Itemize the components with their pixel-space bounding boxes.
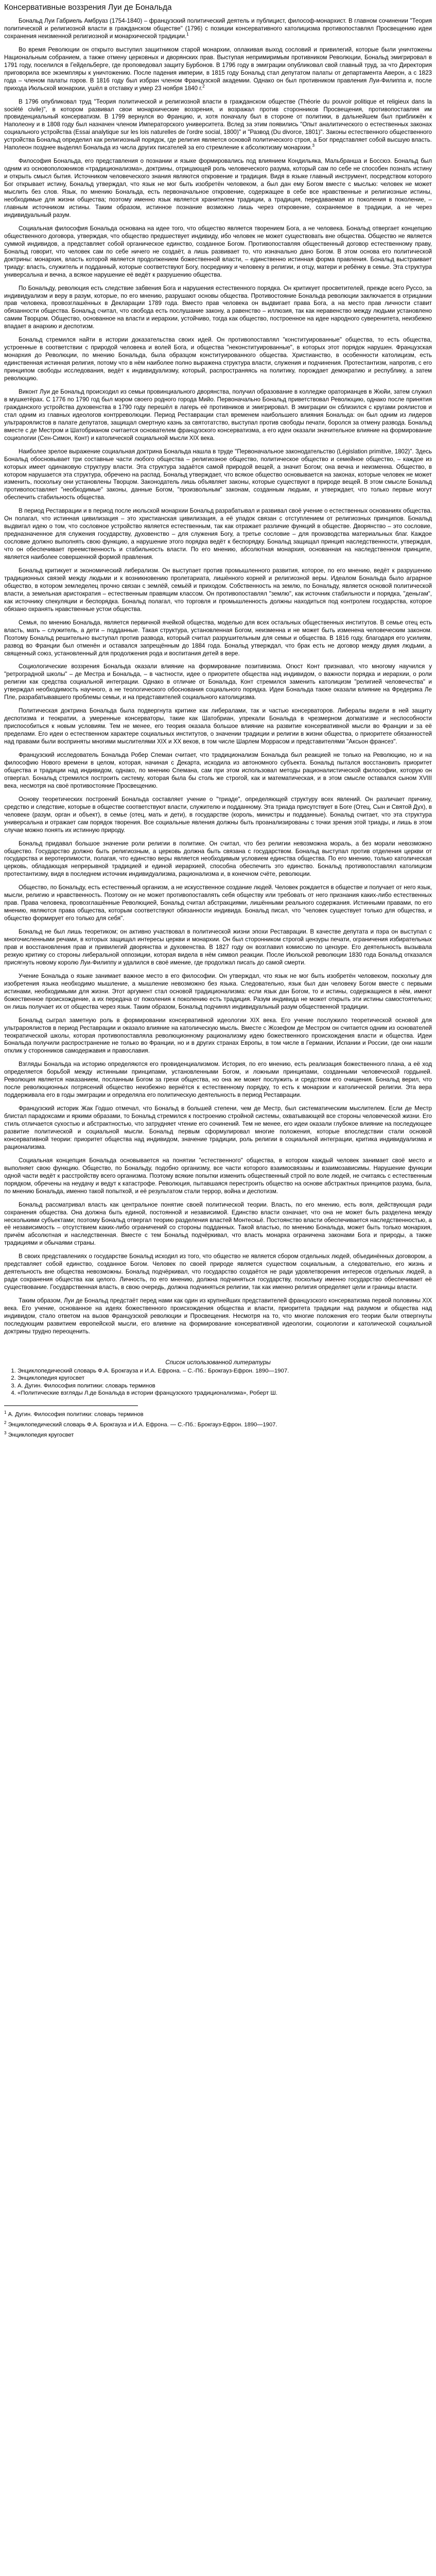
- paragraph: [4, 1061, 432, 1099]
- bibliography-item: 2. Энциклопедия кругосвет: [18, 1375, 432, 1382]
- paragraph-text: Социальная концепция Бональда основывается на понятии "естественного" общества, в котором каждый человек занимает своё место и выполняет свою функцию. Общество, по Бональду, подобно организму, все части которого взаимосвязаны и взаимозависимы. Нарушение функции одной части ведёт к расстройству всего организма. Поэтому всякие попытки изменить общественный строй по воле людей, не считаясь с естественным порядком, обречены на неудачу и ведут к катастрофе. Революция, пытавшаяся перестроить общество на основе абстрактных принципов разума, была, по мнению Бональда, именно такой попыткой, и её результатом стали террор, война и деспотизм.: [4, 1157, 432, 1195]
- paragraph: [4, 973, 432, 1011]
- paragraph-text: Учение Бональда о языке занимает важное место в его философии. Он утверждал, что язык не мог быть изобретён человеком, поскольку для изобретения языка необходимо мышление, а мышление невозможно без языка. Следовательно, язык был дан человеку Богом вместе с первыми истинами, необходимыми для жизни. Этот аргумент стал основой традиционализма: если язык дан Богом, то и истины, содержащиеся в нём, имеют божественное происхождение, а их передача от поколения к поколению есть традиция. Разум индивида не может открыть эти истины самостоятельно; он лишь получает их от общества через язык. Таким образом, Бональд подчинял индивидуальный разум общественной традиции.: [4, 972, 432, 1010]
- paragraph-text: Философия Бональда, его представления о познании и языке формировались под влиянием Кондильяка, Мальбранша и Боссюэ. Бональд был одним из основоположников «традиционализма», доктрины, отрицающей роль человеческого разума, который сам по себе не способен познать истину и открыть смысл бытия. Источником человеческого знания являются откровение и традиция. Видя в языке главный инструмент, посредством которого Бог открывает истину, Бональд утверждал, что язык не мог быть изобретён человеком, а был дан ему Богом вместе с мыслью: человек не может мыслить без слов. Язык, по мнению Бональда, есть первоначальное откровение, содержащее в себе все нравственные и религиозные истины, необходимые для жизни общества; поэтому именно язык является хранителем традиции, а традиция, передаваемая из поколения в поколение, – главным источником истины. Таким образом, истинное познание возможно лишь через откровение, сохраняемое в традиции, а не через индивидуальный разум.: [4, 158, 432, 218]
- paragraph: [4, 707, 432, 746]
- paragraph: [4, 1157, 432, 1196]
- paragraph: [4, 752, 432, 790]
- paragraph-text: Таким образом, Луи де Бональд предстаёт перед нами как один из крупнейших представителей французского консерватизма первой половины XIX века. Его учение, основанное на идеях божественного происхождения общества и власти, приоритета традиции над разумом и общества над индивидом, стало ответом на вызов Французской революции и Просвещения. Несмотря на то, что многие положения его теории были отвергнуты последующим развитием европейской мысли, его влияние на формирование консервативной идеологии, социологии и католической социальной доктрины трудно переоценить.: [4, 1297, 432, 1335]
- document-title: Консервативные воззрения Луи де Бональда: [4, 3, 172, 12]
- paragraph-text: По Бональду, революция есть следствие забвения Бога и нарушения естественного порядка. Он критикует просветителей, прежде всего Руссо, за индивидуализм и веру в разум, которые, по его мнению, разрушают основы общества. Противостояние Бональда революции заключается в отрицании прав человека, провозглашённых в Декларации 1789 года. Вместо прав человека он выдвигает права Бога, а на место прав личности ставит обязанности общества. Бональд считал, что свобода есть послушание закону, а равенство – иллюзия, так как неравенство между людьми установлено самим Творцом. Общество, основанное на власти и иерархии, устойчиво, тогда как общество, построенное на идее народного суверенитета, неизбежно впадает в анархию и деспотизм.: [4, 284, 432, 330]
- bibliography: [4, 1359, 432, 1397]
- paragraph: [4, 619, 432, 658]
- paragraph-text: Политическая доктрина Бональда была подвергнута критике как либералами, так и частью консерваторов. Либералы видели в ней защиту деспотизма и теократии, а умеренные консерваторы, такие как Шатобриан, упрекали Бональда в чрезмерном догматизме и неспособности приспособиться к новым условиям. Тем не менее, его теория оказала большое влияние на развитие консервативной мысли во Франции и за её пределами. Его идеи о естественном характере социальных институтов, о значении традиции и религии в жизни общества, о приоритете обязанностей над правами были восприняты многими мыслителями XIX и XX веков, в том числе Шарлем Моррасом и представителями "Аксьон франсез".: [4, 707, 432, 745]
- paragraph-text: Социологические воззрения Бональда оказали влияние на формирование позитивизма. Огюст Конт признавал, что многому научился у "ретроградной школы" – де Местра и Бональда, – в частности, идее о приоритете общества над индивидом, о важности порядка и иерархии, о роли религии как средства социальной интеграции. Однако в отличие от Бональда, Конт стремился заменить католицизм "религией человечества" и утверждал необходимость научного, а не теологического обоснования социального порядка. Идеи Бональда также оказали влияние на Фредерика Ле Пле, разрабатывавшего проблемы семьи, и на представителей социального католицизма.: [4, 663, 432, 701]
- bibliography-item: 4. «Политические взгляды Л.де Бональда в истории французского традиционализма», Роберт Ш.: [18, 1389, 432, 1397]
- paragraph: [4, 928, 432, 967]
- paragraph: [4, 1201, 432, 1248]
- footnote-text: Энциклопедический словарь Ф.А. Брокгауза и И.А. Ефрона. — С.-Пб.: Брокгауз-Ефрон. 1890—1907.: [8, 1421, 277, 1428]
- paragraph-text: Бональд придавал большое значение роли религии в политике. Он считал, что без религии невозможна мораль, а без морали невозможно общество. Государство должно быть религиозным, а церковь должна быть связана с государством. Бональд выступал против отделения церкви от государства и веротерпимости, полагая, что единство веры является необходимым условием единства общества. По его мнению, только католическая церковь, обладающая непрерывной традицией и единой иерархией, способна обеспечить это единство. Бональд противопоставлял католицизм протестантизму, видя в последнем источник индивидуализма, рационализма и, в конечном счёте, революции.: [4, 840, 432, 878]
- paragraph-text: Бональд не был лишь теоретиком; он активно участвовал в политической жизни эпохи Реставрации. В качестве депутата и пэра он выступал с многочисленными речами, в которых защищал интересы церкви и монархии. Он был сторонником строгой цензуры печати, ограничения избирательных прав и восстановления прав и привилегий дворянства и духовенства. В 1827 году он возглавил комиссию по цензуре. Его деятельность вызывала резкую критику со стороны либеральной оппозиции, которая видела в нём символ реакции. После Июльской революции 1830 года Бональд отказался присягнуть новому королю Луи-Филиппу и удалился в своё имение, где продолжал писать до самой смерти.: [4, 928, 432, 966]
- bibliography-item: 3. А. Дугин. Философия политики: словарь терминов: [18, 1382, 432, 1389]
- footnotes: [4, 1405, 277, 1439]
- paragraph: [4, 336, 432, 383]
- paragraph-text: Семья, по мнению Бональда, является первичной ячейкой общества, моделью для всех остальных общественных институтов. В семье отец есть власть, мать – служитель, а дети – подданные. Такая структура, установленная Богом, неизменна и не может быть изменена человеческим законом. Поэтому Бональд решительно выступал против развода, который считал разрушительным для семьи и общества. В 1816 году, благодаря его усилиям, развод во Франции был отменён и оставался запрещённым до 1884 года. Бональд утверждал, что брак есть не договор между двумя людьми, а священный союз, установленный для продолжения рода и воспитания детей в вере.: [4, 619, 432, 657]
- paragraph-text: Взгляды Бональда на историю определяются его провиденциализмом. История, по его мнению, есть реализация божественного плана, а её ход определяется борьбой между истинными принципами, установленными Богом, и ложными принципами, созданными человеческой гордыней. Революция является наказанием, посланным Богом за грехи общества, но она же может послужить и средством его очищения. Бональд верил, что после революционных потрясений общество неизбежно вернётся к естественному порядку, то есть к монархии и католической религии. Эта вера поддерживала его в годы эмиграции и определяла его политическую деятельность в период Реставрации.: [4, 1061, 432, 1099]
- paragraph-text: Бональд сыграл заметную роль в формировании консервативной идеологии XIX века. Его учение послужило теоретической основой для ультрароялистов в период Реставрации и оказало влияние на католическую мысль. Вместе с Жозефом де Местром он считается одним из основателей теократической школы, которая противопоставляла революционному рационализму идею божественного происхождения власти и общества. Идеи Бональда получили распространение не только во Франции, но и в других странах Европы, в том числе в Германии, Испании и России, где они нашли отклик у сторонников самодержавия и православия.: [4, 1016, 432, 1055]
- paragraph: [4, 884, 432, 923]
- footnote-text: Энциклопедия кругосвет: [8, 1432, 74, 1438]
- paragraph-text: Бональд рассматривал власть как центральное понятие своей политической теории. Власть, по его мнению, есть воля, действующая ради сохранения общества. Она должна быть единой, постоянной и независимой. Единство власти означает, что она не может быть разделена между несколькими субъектами; поэтому Бональд отвергал теорию разделения властей Монтескьё. Постоянство власти обеспечивается наследственностью, а её независимость – отсутствием каких-либо ограничений со стороны подданных. Такой властью, по мнению Бональда, может быть только монархия, причём абсолютная и наследственная. Вместе с тем Бональд подчёркивал, что власть монарха ограничена законами Бога и природы, а также традициями и обычаями страны.: [4, 1201, 432, 1247]
- bibliography-title: Список использованной литературы: [165, 1359, 271, 1366]
- paragraph: [4, 18, 432, 41]
- paragraph: [4, 225, 432, 279]
- paragraph: [4, 1253, 432, 1292]
- footnote-number: 3: [4, 1430, 7, 1435]
- paragraph-text: В своих представлениях о государстве Бональд исходил из того, что общество не является сбором отдельных людей, объединённых договором, а представляет собой единство, созданное Богом. Человек по своей природе является существом социальным, а следовательно, его жизнь и деятельность вне общества невозможны. Бональд подчёркивал, что государство создаётся не ради удовлетворения интересов отдельных людей, а ради сохранения общества как целого. Личность, по его мнению, должна подчиняться государству, поскольку именно государство обеспечивает её существование. Государственная власть, в свою очередь, должна подчиняться религии, так как именно религия определяет цели и границы власти.: [4, 1253, 432, 1291]
- paragraph: [4, 448, 432, 502]
- paragraph-text: Социальная философия Бональда основана на идее того, что общество является творением Бога, а не человека. Бональд отвергает концепцию общественного договора, утверждая, что общество предшествует индивиду, ибо человек не может существовать вне общества. Общество не является суммой индивидов, а представляет собой органическое единство, созданное Богом. Противопоставляя общественный договор естественному праву, Бональд говорит, что человек сам по себе ничего не создаёт, а лишь развивает то, что изначально дано Богом. В этом основа его политической доктрины: монархия, власть которой является продолжением божественной власти, – единственно истинная форма правления. Бональд выстраивает триаду: власть, служитель и подданный, которые соответствуют Богу, посреднику и человеку в религии, и отцу, матери и ребёнку в семье. Эта структура универсальна и вечна, а всякое нарушение её ведёт к разрушению общества.: [4, 225, 432, 278]
- paragraph-text: Бональд Луи Габриель Амбруаз (1754-1840) – французский политический деятель и публицист, философ-монархист. В главном сочинении "Теория политической и религиозной власти в гражданском обществе" (1796) с позиции консервативного католицизма противопоставлял Просвещению идеи сохранения неизменной религиозной и монархической традиции.: [4, 18, 432, 40]
- paragraph: [4, 388, 432, 443]
- article-body: [4, 18, 432, 1336]
- paragraph-text: Общество, по Бональду, есть естественный организм, а не искусственное создание людей. Человек рождается в обществе и получает от него язык, мысли, религию и нравственность. Поэтому он не может противопоставлять себя обществу или требовать от него признания каких-либо естественных прав. Права человека, провозглашённые Революцией, Бональд считал абстракциями, лишёнными реального содержания. Истинными правами, по его мнению, являются права общества, которым соответствуют обязанности индивида. Бональд писал, что "человек существует только для общества, и общество формирует его только для себя".: [4, 884, 432, 922]
- paragraph-text: В период Реставрации и в период после июльской монархии Бональд разрабатывал и развивал своё учение о естественных основаниях общества. Он полагал, что истинная цивилизация – это христианская цивилизация, а её упадок связан с отступлением от религиозных принципов. Бональд выдвигал идею о том, что сословное устройство является естественным, так как отражает различие функций в обществе. Дворянство – это сословие, предназначенное для служения государству, духовенство – для служения Богу, а третье сословие – для производства материальных благ. Каждое сословие должно выполнять свою функцию, а нарушение этого порядка ведёт к беспорядку. Бональд защищал принцип наследственности, утверждая, что он обеспечивает преемственность и стабильность власти. По его мнению, абсолютная монархия, основанная на наследственном принципе, является наиболее совершенной формой правления.: [4, 507, 432, 561]
- footnote-marker[interactable]: 1: [186, 32, 189, 37]
- footnote-number: 2: [4, 1420, 7, 1425]
- bibliography-item: 1. Энциклопедический словарь Ф.А. Брокгауза и И.А. Ефрона. – С.-Пб.: Брокгауз-Ефрон. 1890—1907.: [18, 1367, 432, 1375]
- footnote: [4, 1409, 431, 1418]
- paragraph-text: Основу теоретических построений Бональда составляет учение о "триаде", определяющей структуру всех явлений. Он различает причину, средство и следствие, которые в обществе соответствуют власти, служителю и подданному. Эта триада присутствует в Боге (Отец, Сын и Святой Дух), в человеке (разум, орган и объект), в семье (отец, мать и дети), в государстве (король, министры и подданные). Бональд считает, что эта структура универсальна и отражает сам порядок творения. Все социальные явления должны быть проанализированы с точки зрения этой триады, и лишь в этом случае можно понять их истинную природу.: [4, 795, 432, 834]
- footnote-number: 1: [4, 1410, 7, 1415]
- paragraph-text: Французский исследователь Бональда Робер Спеман считает, что традиционализм Бональда был реакцией не только на Революцию, но и на философию Нового времени в целом, которая, начиная с Декарта, исходила из автономного субъекта. Бональд пытался восстановить приоритет общества и традиции над индивидом, однако, по мнению Спемана, сам при этом использовал методы рационалистической философии, которую он отвергал. Бональд стремился построить систему, которая была бы столь же строгой, как и математическая, и в этом смысле оставался сыном XVIII века, несмотря на своё противостояние Просвещению.: [4, 752, 432, 789]
- paragraph-text: Бональд стремился найти в истории доказательства своих идей. Он противопоставлял "конституированные" общества, то есть общества, устроенные в соответствии с природой человека и волей Бога, и общества "неконституированные", в которых этот порядок нарушен. Французская монархия до Революции, по мнению Бональда, была образцом конституированного общества. Христианство, в особенности католицизм, есть единственная истинная религия, потому что в нём наиболее полно выражена структура власти, служения и подчинения. Протестантизм, напротив, с его принципом свободы исследования, ведёт к индивидуализму, который, распространяясь на политику, порождает демократию и республику, а затем революцию.: [4, 336, 432, 382]
- paragraph: [4, 285, 432, 331]
- footnote: [4, 1419, 431, 1429]
- paragraph-text: Наиболее зрелое выражение социальная доктрина Бональда нашла в труде "Первоначальное законодательство (Législation primitive, 1802)". Здесь Бональд обосновывает три составные части любого общества – религиозное общество, политическое общество и семейное общество, – каждое из которых имеет одинаковую структуру власти. Эта структура задаётся самой природой вещей, а значит Богом; она вечна и неизменна. Общество, в котором нарушается эта структура, обречено на распад. Бональд утверждает, что всякое общество основывается на законах, которые человек не может изменить, поскольку они установлены Творцом. Законодатель лишь объявляет законы, которые существуют в природе вещей. В этом смысле Бональд противопоставляет "необходимые" законы, данные Богом, "произвольным" законам, созданным людьми, и утверждает, что только первые могут обеспечить стабильность общества.: [4, 448, 432, 501]
- paragraph: [4, 567, 432, 614]
- paragraph: [4, 796, 432, 835]
- paragraph: [4, 1105, 432, 1151]
- paragraph: [4, 840, 432, 879]
- paragraph: [4, 1017, 432, 1056]
- paragraph: [4, 98, 432, 152]
- paragraph: [4, 46, 432, 93]
- paragraph-text: Бональд критикует и экономический либерализм. Он выступает против промышленного развития, которое, по его мнению, ведёт к разрушению традиционных связей между людьми и к возникновению пролетариата, лишённого корней и религиозной веры. Идеалом Бональда было аграрное общество, в котором земледелец прочно связан с землёй, семьёй и приходом. Собственность на землю, по Бональду, является основой политической власти, а земельная аристократия – естественным правящим классом. Он противопоставлял "землю", как источник стабильности и порядка, "деньгам", как источнику спекуляции и беспорядка. Бональд полагал, что торговля и промышленность должны находиться под контролем государства, которое обязано охранять нравственные устои общества.: [4, 567, 432, 613]
- footnote-marker[interactable]: 3: [312, 143, 315, 148]
- bibliography-list: [4, 1367, 432, 1397]
- paragraph-text: Виконт Луи де Бональд происходил из семьи провинциального дворянства, получил образование в колледже ораторианцев в Жюйи, затем служил в мушкетёрах. С 1776 по 1790 год был мэром своего родного города Мийо. Первоначально Бональд приветствовал Революцию, однако после принятия гражданского устройства духовенства в 1790 году перешёл в лагерь её противников и эмигрировал. В эмиграции он сблизился с кругами роялистов и стал одним из главных идеологов контрреволюции. Период Реставрации стал временем наибольшего влияния Бональда: он был одним из лидеров ультрароялистов в палате депутатов, защищал смертную казнь за святотатство, выступал против свободы печати, боролся за отмену развода. Бональд вместе с де Местром и Шатобрианом считается основателем французского консерватизма, а его идеи оказали значительное влияние на формирование социологии (Сен-Симон, Конт) и католической социальной мысли XIX века.: [4, 388, 432, 442]
- footnote-text: А. Дугин. Философия политики: словарь терминов: [8, 1411, 144, 1418]
- footnote-marker[interactable]: 2: [202, 83, 205, 89]
- paragraph: [4, 158, 432, 219]
- paragraph-text: В 1796 опубликовал труд "Теория политической и религиозной власти в гражданском обществе (Théorie du pouvoir politique et religieux dans la société civile)", в котором развивал свои монархические воззрения, и возражал против сторонников Просвещения, противопоставляя им провиденциальный консерватизм. В 1799 вернулся во Францию, и, хотя поначалу был в стороне от политики, в дальнейшем был приближён к Наполеону и в 1808 году был назначен членом Императорского университета. Вслед за этим появились "Опыт аналитического о естественных законах социального устройства (Essai analytique sur les lois naturelles de l'ordre social, 1800)" и "Развод (Du divorce, 1801)". Законы естественного общественного устройства Бональд определил как религиозный порядок, где религия является основой политического строя, а Бог представляет собой высшую власть. Наполеон позднее выделял Бональда из числа других писателей за его стремление к абсолютизму монархии.: [4, 98, 432, 151]
- paragraph: [4, 507, 432, 562]
- paragraph-text: Французский историк Жак Годшо отмечал, что Бональд в большей степени, чем де Местр, был систематическим мыслителем. Если де Местр блистал парадоксами и яркими образами, то Бональд стремился к построению стройной системы, охватывающей все стороны человеческой жизни. Его стиль отличается сухостью и абстрактностью, что затрудняет чтение его сочинений. Тем не менее, его идеи оказали глубокое влияние на последующее развитие политической и социальной мысли. Бональд первым сформулировал многие положения, которые впоследствии стали основой консервативной теории: приоритет общества над индивидом, значение традиции, роль религии в социальной интеграции, критика индивидуализма и рационализма.: [4, 1105, 432, 1150]
- footnote: [4, 1430, 431, 1439]
- paragraph: [4, 663, 432, 702]
- paragraph-text: Во время Революции он открыто выступил защитником старой монархии, оплакивая выход сословий и привилегий, которые были уничтожены Национальным собранием, а также отмену церковных и дворянских прав. Выступая непримиримым противником Революции, Бональд эмигрировал в 1791 году, поселился в Гейдельберге, где проповедовал защиту Бурбонов. В 1796 году в эмиграции опубликовал свой главный труд, за что Директория приговорила все экземпляры к уничтожению. После падения империи, в 1815 году Бональд стал депутатом палаты от департамента Аверон, а с 1823 года – членом палаты пэров. В 1816 году был избран членом Французской академии. Однако он был противником правления Луи-Филиппа и, после прихода Июльской монархии, ушёл в отставку и умер 23 ноября 1840 г.: [4, 46, 432, 92]
- paragraph: [4, 1297, 432, 1336]
